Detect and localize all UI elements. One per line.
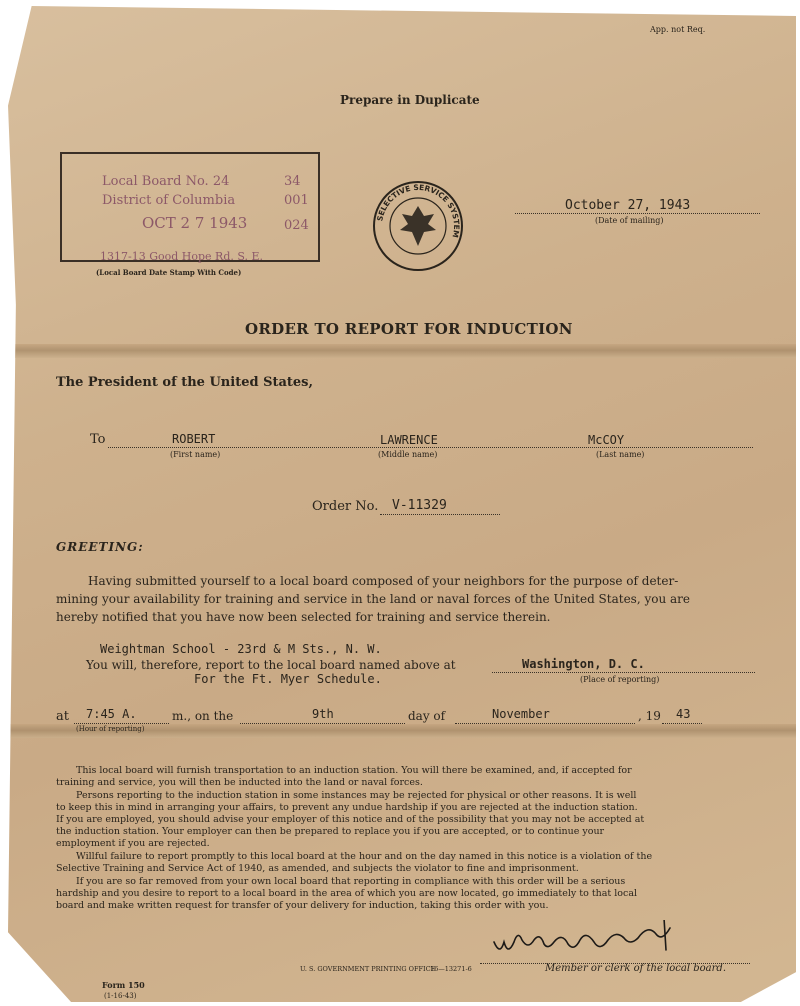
order-number: V-11329 — [392, 498, 447, 513]
stamp-code-3: 024 — [284, 218, 309, 233]
greeting: GREETING: — [56, 540, 144, 554]
report-day: 9th — [312, 707, 334, 721]
notification-line-3: hereby notified that you have now been selected for training and service therein. — [56, 610, 551, 624]
notice-p2-d: the induction station. Your employer can then be prepared to replace you if you are accepted, or to continue your — [56, 826, 605, 837]
print-code: 16—13271-6 — [430, 965, 472, 973]
printing-office: U. S. GOVERNMENT PRINTING OFFICE — [300, 965, 436, 973]
name-line — [108, 447, 753, 448]
notice-p1-a: This local board will furnish transportation to an induction station. You will there be examined, and, if accepted for — [76, 765, 632, 776]
report-year: 43 — [676, 707, 691, 721]
notice-p2-b: to keep this in mind in arranging your affairs, to prevent any undue hardship if you are rejected at the induction station. — [56, 802, 638, 813]
stamp-code-1: 34 — [284, 174, 301, 189]
day-line — [240, 723, 405, 724]
notice-p4-b: hardship and you desire to report to a local board in the area of which you are now located, go immediately to that local — [56, 888, 638, 899]
order-label: Order No. — [312, 499, 379, 514]
notice-p4-c: board and make written request for transfer of your delivery for induction, taking this order with you. — [56, 900, 549, 911]
fold-crease-upper — [8, 344, 796, 358]
stamp-date: OCT 2 7 1943 — [142, 214, 248, 232]
mailing-date-line — [515, 213, 760, 214]
notice-p3-a: Willful failure to report promptly to this local board at the hour and on the day named in this notice is a violation of the — [76, 851, 653, 862]
report-month: November — [492, 707, 550, 721]
notice-p2-c: If you are employed, you should advise your employer of this notice and of the possibility that you may not be accepted at — [56, 814, 645, 825]
mailing-date: October 27, 1943 — [565, 198, 691, 213]
report-place-caption: (Place of reporting) — [580, 675, 660, 684]
report-place-line — [492, 672, 755, 673]
report-place: Washington, D. C. — [522, 657, 645, 671]
notice-p3-b: Selective Training and Service Act of 1940, as amended, and subjects the violator to fine and imprisonment. — [56, 863, 579, 874]
notification-line-2: mining your availability for training and service in the land or naval forces of the United States, you are — [56, 592, 691, 606]
first-name-caption: (First name) — [170, 450, 221, 459]
report-instruction: You will, therefore, report to the local board named above at — [86, 658, 456, 672]
local-board-stamp — [60, 152, 320, 262]
stamp-address: 1317-13 Good Hope Rd. S. E. — [100, 250, 264, 263]
month-line — [455, 723, 635, 724]
form-date: (1-16-43) — [104, 992, 137, 1000]
middle-name-caption: (Middle name) — [378, 450, 438, 459]
stamp-district: District of Columbia — [102, 193, 236, 208]
m-on-the-label: m., on the — [172, 709, 234, 723]
report-time: 7:45 A. — [86, 707, 137, 721]
year-line — [662, 723, 702, 724]
time-caption: (Hour of reporting) — [76, 725, 145, 733]
prepare-duplicate-heading: Prepare in Duplicate — [340, 93, 480, 107]
notice-p4-a: If you are so far removed from your own local board that reporting in compliance with this order will be a serious — [76, 876, 626, 887]
signer-caption: Member or clerk of the local board. — [545, 963, 726, 974]
document-title: ORDER TO REPORT FOR INDUCTION — [245, 320, 573, 338]
report-schedule-typed: For the Ft. Myer Schedule. — [194, 672, 382, 686]
at-label: at — [56, 709, 69, 724]
seal-text: SELECTIVE SERVICE SYSTEM — [375, 182, 462, 239]
notice-p2-a: Persons reporting to the induction station in some instances may be rejected for physical or other reasons. It is well — [76, 790, 637, 801]
stamp-code-2: 001 — [284, 193, 309, 208]
eagle-icon — [400, 206, 436, 246]
selective-service-seal — [370, 178, 466, 274]
approval-note: App. not Req. — [650, 25, 706, 34]
year-prefix: , 19 — [638, 709, 661, 723]
last-name: McCOY — [588, 433, 625, 447]
day-of-label: day of — [408, 709, 446, 723]
to-label: To — [90, 432, 106, 447]
salutation: The President of the United States, — [56, 375, 314, 390]
order-number-line — [380, 514, 500, 515]
stamp-board-name: Local Board No. 24 — [102, 174, 230, 189]
notice-p2-e: employment if you are rejected. — [56, 838, 210, 849]
time-line — [74, 723, 169, 724]
notice-p1-b: training and service, you will then be inducted into the land or naval forces. — [56, 777, 423, 788]
middle-name: LAWRENCE — [380, 433, 438, 447]
report-location-typed: Weightman School - 23rd & M Sts., N. W. — [100, 642, 382, 656]
notification-line-1: Having submitted yourself to a local board composed of your neighbors for the purpose of deter- — [88, 574, 679, 588]
mailing-date-caption: (Date of mailing) — [595, 216, 664, 225]
last-name-caption: (Last name) — [596, 450, 645, 459]
first-name: ROBERT — [172, 432, 216, 446]
stamp-caption: (Local Board Date Stamp With Code) — [96, 268, 242, 277]
form-number: Form 150 — [102, 980, 145, 990]
